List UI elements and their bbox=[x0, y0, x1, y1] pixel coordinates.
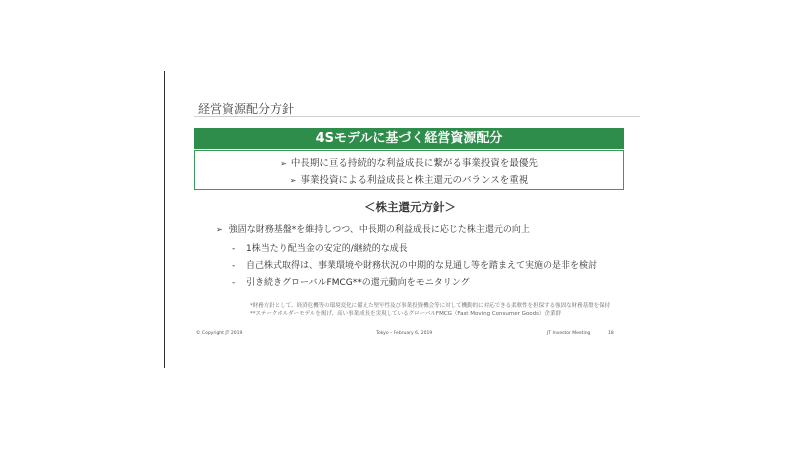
footnote-1: *財務方針として、経済危機等の環境変化に備えた堅牢性及び事業投資機会等に対して機動的に対応できる柔軟性を担保する強固な財務基盤を保持 bbox=[250, 303, 611, 309]
sub-bullet bbox=[232, 241, 408, 254]
sub-bullet-text-2: 自己株式取得は、事業環境や財務状況の中期的な見通し等を踏まえて実施の是非を検討 bbox=[246, 261, 598, 271]
priority-box bbox=[194, 150, 624, 190]
footer-copyright: © Copyright JT 2019 bbox=[196, 331, 243, 336]
dash-marker: - bbox=[232, 244, 236, 254]
page-number: 18 bbox=[608, 331, 614, 336]
main-bullet bbox=[216, 222, 530, 235]
arrow-bullet-icon: ➢ bbox=[280, 159, 287, 168]
priority-text-1: 中長期に亘る持続的な利益成長に繋がる事業投資を最優先 bbox=[290, 158, 538, 169]
footer-date: Tokyo – February 6, 2019 bbox=[376, 331, 433, 336]
dash-marker: - bbox=[232, 261, 236, 271]
green-header-banner: 4Sモデルに基づく経営資源配分 bbox=[194, 128, 624, 149]
sub-bullet bbox=[232, 275, 470, 288]
main-bullet-text: 強固な財務基盤*を維持しつつ、中長期の利益成長に応じた株主還元の向上 bbox=[228, 225, 530, 235]
priority-line-2 bbox=[195, 172, 623, 186]
slide-title: 経営資源配分方針 bbox=[198, 102, 295, 116]
left-divider-line bbox=[164, 71, 165, 368]
section-heading: ＜株主還元方針＞ bbox=[364, 200, 456, 214]
title-underline bbox=[194, 116, 640, 117]
sub-bullet-text-3: 引き続きグローバルFMCG**の還元動向をモニタリング bbox=[246, 278, 470, 288]
priority-line-1 bbox=[195, 155, 623, 169]
footnote-2: **ステークホルダーモデルを掲げ、高い事業成長を実現しているグローバルFMCG（Fast Moving Consumer Goods）企業群 bbox=[250, 311, 561, 317]
priority-text-2: 事業投資による利益成長と株主還元のバランスを重視 bbox=[300, 175, 529, 186]
footer-event-name: JT Investor Meeting bbox=[547, 331, 591, 336]
arrow-bullet-icon: ➢ bbox=[216, 225, 223, 234]
arrow-bullet-icon: ➢ bbox=[289, 176, 297, 185]
sub-bullet-text-1: 1株当たり配当金の安定的/継続的な成長 bbox=[246, 244, 408, 254]
sub-bullet bbox=[232, 258, 597, 271]
dash-marker: - bbox=[232, 278, 236, 288]
